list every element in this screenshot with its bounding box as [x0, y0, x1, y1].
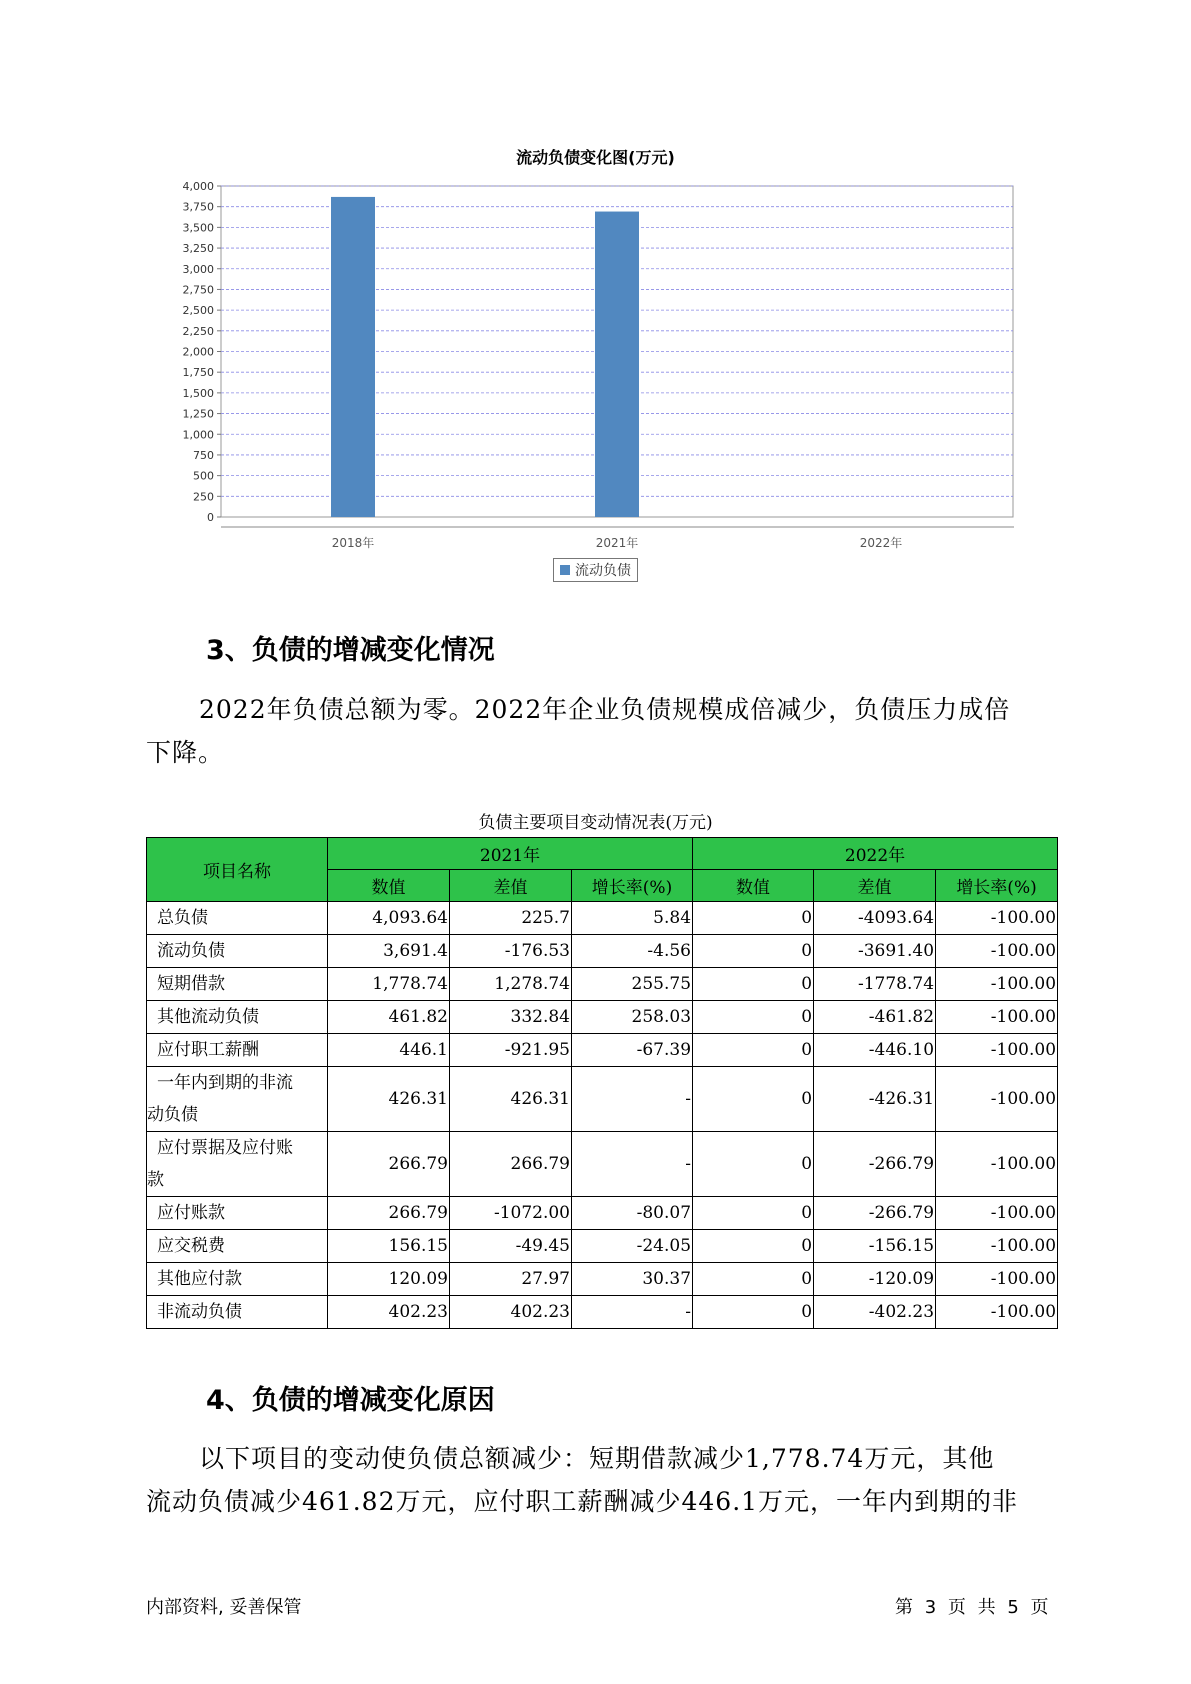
y-tick-label: 4,000 — [182, 180, 214, 193]
diff-2022: -3691.40 — [814, 935, 936, 968]
diff-2022: -1778.74 — [814, 968, 936, 1001]
y-tick-label: 1,500 — [182, 386, 214, 400]
value-2022: 0 — [693, 1067, 814, 1132]
diff-2021: -49.45 — [450, 1230, 572, 1263]
row-name-line-2: 动负债 — [147, 1105, 198, 1125]
header-year-2021: 2021年 — [328, 838, 693, 870]
y-tick-label: 250 — [193, 490, 214, 504]
diff-2021: 225.7 — [450, 902, 572, 935]
value-2021: 3,691.4 — [328, 935, 450, 968]
header-value-2022: 数值 — [693, 870, 814, 902]
value-2021: 266.79 — [328, 1197, 450, 1230]
bar — [331, 197, 375, 517]
diff-2021: -921.95 — [450, 1034, 572, 1067]
value-2022: 0 — [693, 935, 814, 968]
header-value-2021: 数值 — [328, 870, 450, 902]
header-rate-2022: 增长率(%) — [936, 870, 1058, 902]
footer-confidential-note: 内部资料, 妥善保管 — [146, 1597, 302, 1618]
row-name: 短期借款 — [147, 968, 328, 1001]
row-name — [147, 1132, 328, 1197]
table-row — [147, 902, 1058, 935]
row-name: 总负债 — [147, 902, 328, 935]
y-tick-label: 3,000 — [182, 262, 214, 276]
value-2021: 4,093.64 — [328, 902, 450, 935]
row-name: 非流动负债 — [147, 1296, 328, 1329]
current-liabilities-chart — [0, 0, 1191, 560]
rate-2022: -100.00 — [936, 1001, 1058, 1034]
value-2021: 446.1 — [328, 1034, 450, 1067]
table-row — [147, 1197, 1058, 1230]
row-name-line-1: 一年内到期的非流 — [157, 1073, 293, 1093]
value-2022: 0 — [693, 1001, 814, 1034]
rate-2021: -80.07 — [572, 1197, 693, 1230]
y-tick-label: 3,250 — [182, 242, 214, 256]
rate-2022: -100.00 — [936, 968, 1058, 1001]
row-name: 应付职工薪酬 — [147, 1034, 328, 1067]
row-name: 应付账款 — [147, 1197, 328, 1230]
value-2022: 0 — [693, 1296, 814, 1329]
rate-2021: -24.05 — [572, 1230, 693, 1263]
rate-2021: 255.75 — [572, 968, 693, 1001]
rate-2021: - — [572, 1132, 693, 1197]
chart-legend — [553, 558, 638, 582]
x-category-label: 2022年 — [859, 536, 903, 550]
legend-swatch — [560, 565, 570, 575]
value-2022: 0 — [693, 1034, 814, 1067]
row-name: 其他应付款 — [147, 1263, 328, 1296]
header-rate-2021: 增长率(%) — [572, 870, 693, 902]
table-row — [147, 1263, 1058, 1296]
value-2022: 0 — [693, 1263, 814, 1296]
legend-label: 流动负债 — [575, 563, 631, 579]
rate-2021: -4.56 — [572, 935, 693, 968]
diff-2022: -266.79 — [814, 1132, 936, 1197]
table-row — [147, 968, 1058, 1001]
rate-2021: 5.84 — [572, 902, 693, 935]
table-row — [147, 935, 1058, 968]
value-2022: 0 — [693, 1132, 814, 1197]
diff-2021: 266.79 — [450, 1132, 572, 1197]
section-3-heading: 3、负债的增减变化情况 — [206, 635, 495, 666]
value-2021: 156.15 — [328, 1230, 450, 1263]
table-row — [147, 1132, 1058, 1197]
table-row — [147, 1296, 1058, 1329]
y-tick-label: 1,750 — [182, 366, 214, 380]
rate-2022: -100.00 — [936, 1132, 1058, 1197]
rate-2021: -67.39 — [572, 1034, 693, 1067]
row-name-line-1: 应付票据及应付账 — [157, 1138, 293, 1158]
diff-2022: -120.09 — [814, 1263, 936, 1296]
y-tick-label: 1,250 — [182, 407, 214, 421]
rate-2022: -100.00 — [936, 902, 1058, 935]
value-2022: 0 — [693, 968, 814, 1001]
diff-2022: -446.10 — [814, 1034, 936, 1067]
header-year-2022: 2022年 — [693, 838, 1058, 870]
y-tick-label: 2,250 — [182, 324, 214, 338]
rate-2021: 258.03 — [572, 1001, 693, 1034]
chart-title: 流动负债变化图(万元) — [516, 148, 675, 167]
rate-2022: -100.00 — [936, 935, 1058, 968]
rate-2022: -100.00 — [936, 1296, 1058, 1329]
table-row — [147, 1034, 1058, 1067]
diff-2021: 27.97 — [450, 1263, 572, 1296]
value-2022: 0 — [693, 902, 814, 935]
y-tick-label: 2,750 — [182, 283, 214, 297]
diff-2022: -461.82 — [814, 1001, 936, 1034]
value-2021: 461.82 — [328, 1001, 450, 1034]
rate-2021: - — [572, 1296, 693, 1329]
table-row — [147, 1067, 1058, 1132]
diff-2021: 1,278.74 — [450, 968, 572, 1001]
y-tick-label: 3,500 — [182, 221, 214, 235]
value-2022: 0 — [693, 1197, 814, 1230]
diff-2022: -156.15 — [814, 1230, 936, 1263]
rate-2022: -100.00 — [936, 1263, 1058, 1296]
section-4-line-2: 流动负债减少461.82万元，应付职工薪酬减少446.1万元，一年内到期的非 — [146, 1487, 1019, 1516]
diff-2022: -426.31 — [814, 1067, 936, 1132]
row-name: 应交税费 — [147, 1230, 328, 1263]
liabilities-table — [146, 837, 1058, 1329]
value-2021: 402.23 — [328, 1296, 450, 1329]
table-row — [147, 1230, 1058, 1263]
diff-2021: -176.53 — [450, 935, 572, 968]
row-name: 其他流动负债 — [147, 1001, 328, 1034]
y-tick-label: 500 — [193, 469, 214, 483]
rate-2021: - — [572, 1067, 693, 1132]
y-tick-label: 750 — [193, 448, 214, 462]
x-category-label: 2018年 — [331, 536, 375, 550]
y-tick-label: 1,000 — [182, 428, 214, 442]
x-category-label: 2021年 — [595, 536, 639, 550]
header-diff-2022: 差值 — [814, 870, 936, 902]
row-name-line-2: 款 — [147, 1170, 164, 1190]
section-3-line-1: 2022年负债总额为零。2022年企业负债规模成倍减少，负债压力成倍 — [199, 695, 1011, 724]
y-tick-label: 0 — [207, 511, 214, 524]
diff-2021: 332.84 — [450, 1001, 572, 1034]
y-tick-label: 2,500 — [182, 304, 214, 318]
rate-2022: -100.00 — [936, 1197, 1058, 1230]
section-4-heading: 4、负债的增减变化原因 — [206, 1385, 495, 1416]
value-2022: 0 — [693, 1230, 814, 1263]
diff-2022: -266.79 — [814, 1197, 936, 1230]
bar — [595, 212, 639, 517]
y-tick-label: 3,750 — [182, 200, 214, 214]
table-row — [147, 1001, 1058, 1034]
value-2021: 266.79 — [328, 1132, 450, 1197]
diff-2022: -4093.64 — [814, 902, 936, 935]
value-2021: 120.09 — [328, 1263, 450, 1296]
rate-2022: -100.00 — [936, 1067, 1058, 1132]
footer-page-number: 第 3 页 共 5 页 — [895, 1597, 1049, 1618]
table-caption: 负债主要项目变动情况表(万元) — [478, 813, 713, 833]
rate-2022: -100.00 — [936, 1230, 1058, 1263]
value-2021: 1,778.74 — [328, 968, 450, 1001]
y-tick-label: 2,000 — [182, 345, 214, 359]
value-2021: 426.31 — [328, 1067, 450, 1132]
rate-2021: 30.37 — [572, 1263, 693, 1296]
rate-2022: -100.00 — [936, 1034, 1058, 1067]
diff-2021: 402.23 — [450, 1296, 572, 1329]
row-name — [147, 1067, 328, 1132]
header-item-name: 项目名称 — [147, 838, 328, 902]
header-diff-2021: 差值 — [450, 870, 572, 902]
diff-2021: 426.31 — [450, 1067, 572, 1132]
section-3-line-2: 下降。 — [146, 738, 225, 767]
row-name: 流动负债 — [147, 935, 328, 968]
diff-2022: -402.23 — [814, 1296, 936, 1329]
diff-2021: -1072.00 — [450, 1197, 572, 1230]
section-4-line-1: 以下项目的变动使负债总额减少：短期借款减少1,778.74万元，其他 — [199, 1444, 995, 1473]
